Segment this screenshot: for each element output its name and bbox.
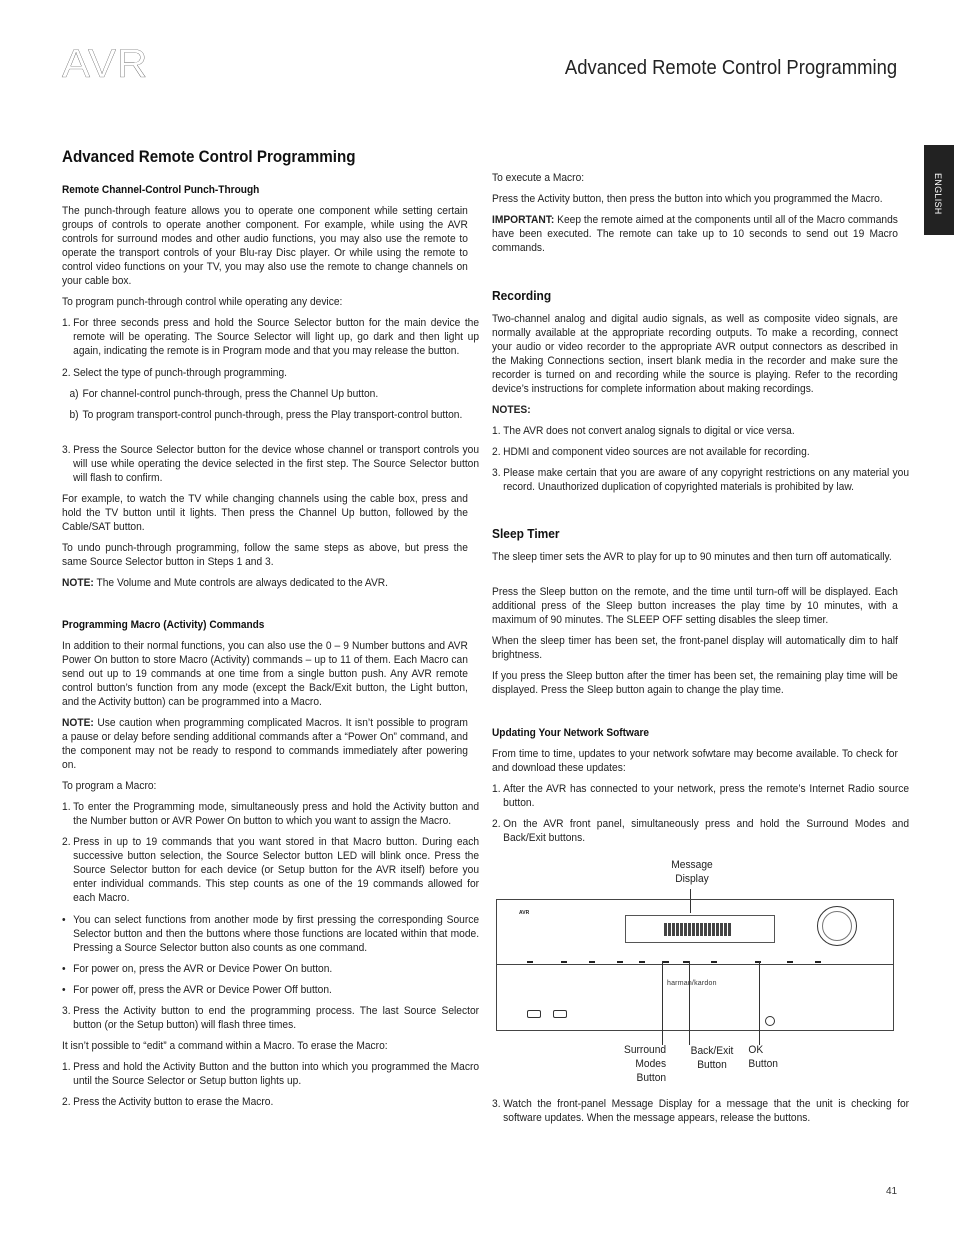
list-item: 1. Press and hold the Activity Button and the button into which you programmed the Macro until the Source Selector or Setup button lights up. bbox=[62, 1061, 480, 1087]
notes-label: NOTES: bbox=[492, 404, 531, 416]
headphone-jack bbox=[765, 1016, 775, 1026]
update-heading: Updating Your Network Software bbox=[492, 727, 650, 739]
bullet-item: • You can select functions from another mode by first pressing the corresponding Source Selector button and then the buttons where those functions are located within that mode. Pressing a Source Selector button also counts as one command. bbox=[62, 914, 480, 954]
list-item: 2. Press the Activity button to erase the Macro. bbox=[62, 1096, 274, 1108]
language-tab bbox=[924, 145, 954, 235]
paragraph: To execute a Macro: bbox=[492, 172, 585, 184]
list-item: 2. HDMI and component video sources are not available for recording. bbox=[492, 446, 810, 458]
bullet-item: • For power off, press the AVR or Device Power Off button. bbox=[62, 984, 332, 996]
bullet-item: • For power on, press the AVR or Device Power On button. bbox=[62, 963, 333, 975]
punch-through-heading: Remote Channel-Control Punch-Through bbox=[62, 184, 260, 196]
panel-divider bbox=[497, 964, 893, 965]
paragraph: To program a Macro: bbox=[62, 780, 157, 792]
important-note: IMPORTANT: Keep the remote aimed at the components until all of the Macro commands have been executed. The remote can take up to 10 seconds to send out 19 Macro commands. bbox=[492, 214, 898, 254]
surround-modes-label: Surround Modes Button bbox=[624, 1044, 667, 1084]
list-item: 2. Press in up to 19 commands that you want stored in that Macro button. During each successive button selection, the Source Selector button LED will blink once. Press the Source Selector button for each device (or Setup button for the AVR itself) before you enter individual commands. This step counts as one of the 19 commands allowed for each Macro. bbox=[62, 836, 480, 904]
list-item: 1. For three seconds press and hold the Source Selector button for the main device the remote will be operating. The Source Selector will light up, go dark and then light up again, indicating the remote is in Program mode and that you may release the button. bbox=[62, 317, 480, 357]
language-tab-label: ENGLISH bbox=[933, 173, 943, 215]
running-header-title: Advanced Remote Control Programming bbox=[564, 56, 897, 79]
paragraph: To program punch-through control while operating any device: bbox=[62, 296, 343, 308]
front-panel-figure bbox=[492, 855, 898, 1090]
list-item: 2. Select the type of punch-through programming. bbox=[62, 367, 287, 379]
section-title: Advanced Remote Control Programming bbox=[62, 148, 356, 166]
leader-line bbox=[689, 961, 690, 1045]
back-exit-label: Back/Exit Button bbox=[690, 1045, 734, 1071]
paragraph: From time to time, updates to your network sofwtare may become available. To check for and download these updates: bbox=[492, 748, 898, 774]
paragraph: The sleep timer sets the AVR to play for up to 90 minutes and then turn off automatically. bbox=[492, 551, 892, 563]
page-number: 41 bbox=[886, 1186, 898, 1197]
avr-front-panel bbox=[496, 899, 894, 1031]
paragraph: It isn’t possible to “edit” a command within a Macro. To erase the Macro: bbox=[62, 1040, 388, 1052]
panel-brand: AVR bbox=[519, 910, 530, 916]
message-display bbox=[625, 915, 775, 943]
avr-logo: AVR bbox=[62, 42, 149, 86]
panel-maker: harman/kardon bbox=[667, 980, 717, 987]
paragraph: In addition to their normal functions, you can also use the 0 – 9 Number buttons and AVR Power On button to store Macro (Activity) commands – up to 11 of them. Each Macro can send out up to 19 commands at one time from a single button push. Any AVR remote control button’s function from any mode (except the Back/Exit button, the Light button, and the Activity button) can be programmed into a Macro. bbox=[62, 640, 468, 708]
list-item: 3. Press the Source Selector button for the device whose channel or transport controls you will use while operating the device selected in the first step. The Source Selector button will flash to confirm. bbox=[62, 444, 480, 484]
paragraph: When the sleep timer has been set, the front-panel display will automatically dim to half brightness. bbox=[492, 635, 898, 661]
list-item: b) To program transport-control punch-through, press the Play transport-control button. bbox=[69, 409, 463, 421]
message-display-label: Message Display bbox=[671, 859, 713, 885]
list-item: 1. After the AVR has connected to your network, press the remote’s Internet Radio source button. bbox=[492, 783, 910, 809]
list-item: 3. Watch the front-panel Message Display for a message that the unit is checking for software updates. When the message appears, release the buttons. bbox=[492, 1098, 910, 1124]
list-item: 1. The AVR does not convert analog signals to digital or vice versa. bbox=[492, 425, 795, 437]
leader-line bbox=[759, 961, 760, 1045]
leader-line bbox=[662, 961, 663, 1045]
volume-knob bbox=[817, 906, 857, 946]
usb-port bbox=[527, 1010, 541, 1018]
list-item: 2. On the AVR front panel, simultaneously press and hold the Surround Modes and Back/Exit buttons. bbox=[492, 818, 910, 844]
note: NOTE: Use caution when programming complicated Macros. It isn’t possible to program a pause or delay before sending additional commands after a “Power On” command, and the component may not be ready to respond to commands immediately after powering on. bbox=[62, 717, 468, 771]
ok-button-label: OK Button bbox=[748, 1044, 778, 1070]
hdmi-port bbox=[553, 1010, 567, 1018]
note: NOTE: The Volume and Mute controls are always dedicated to the AVR. bbox=[62, 577, 389, 589]
recording-heading: Recording bbox=[492, 288, 552, 303]
paragraph: Press the Sleep button on the remote, and the time until turn-off will be displayed. Each additional press of the Sleep button increases the play time by 10 minutes, with a maximum of 90 minutes. The SLEEP OFF setting disables the sleep timer. bbox=[492, 586, 898, 626]
paragraph: If you press the Sleep button after the timer has been set, the remaining play time will be displayed. Press the Sleep button again to change the play time. bbox=[492, 670, 898, 696]
list-item: a) For channel-control punch-through, press the Channel Up button. bbox=[69, 388, 379, 400]
paragraph: To undo punch-through programming, follow the same steps as above, but press the same Source Selector button in Steps 1 and 3. bbox=[62, 542, 468, 568]
paragraph: The punch-through feature allows you to operate one component while setting certain groups of controls to operate another component. For example, while using the AVR controls for surround modes and other audio functions, you may also use the remote to operate the transport controls of your Blu-ray Disc player. Or while using the remote to control video functions on your TV, you may also use the remote to change channels on your cable box. bbox=[62, 205, 468, 287]
list-item: 1. To enter the Programming mode, simultaneously press and hold the Activity button and the Number button or AVR Power On button to which you want to assign the Macro. bbox=[62, 801, 480, 827]
paragraph: Two-channel analog and digital audio signals, as well as composite video signals, are normally available at the appropriate recording outputs. To make a recording, connect your audio or video recorder to the appropriate AVR output connectors as described in the Making Connections section, insert blank media in the recorder and make sure the recorder is turned on and recording while the source is playing. Refer to the recording device’s instructions for complete information about making recordings. bbox=[492, 313, 898, 395]
sleep-timer-heading: Sleep Timer bbox=[492, 526, 560, 541]
paragraph: For example, to watch the TV while changing channels using the cable box, press and hold the TV button until it lights. Then press the Channel Up button, followed by the Cable/SAT button. bbox=[62, 493, 468, 533]
list-item: 3. Press the Activity button to end the programming process. The last Source Selector button (or the Setup button) will flash three times. bbox=[62, 1005, 480, 1031]
macro-heading: Programming Macro (Activity) Commands bbox=[62, 619, 265, 631]
list-item: 3. Please make certain that you are aware of any copyright restrictions on any material you record. Unauthorized duplication of copyrighted materials is prohibited by law. bbox=[492, 467, 910, 493]
paragraph: Press the Activity button, then press the button into which you programmed the Macro. bbox=[492, 193, 883, 205]
